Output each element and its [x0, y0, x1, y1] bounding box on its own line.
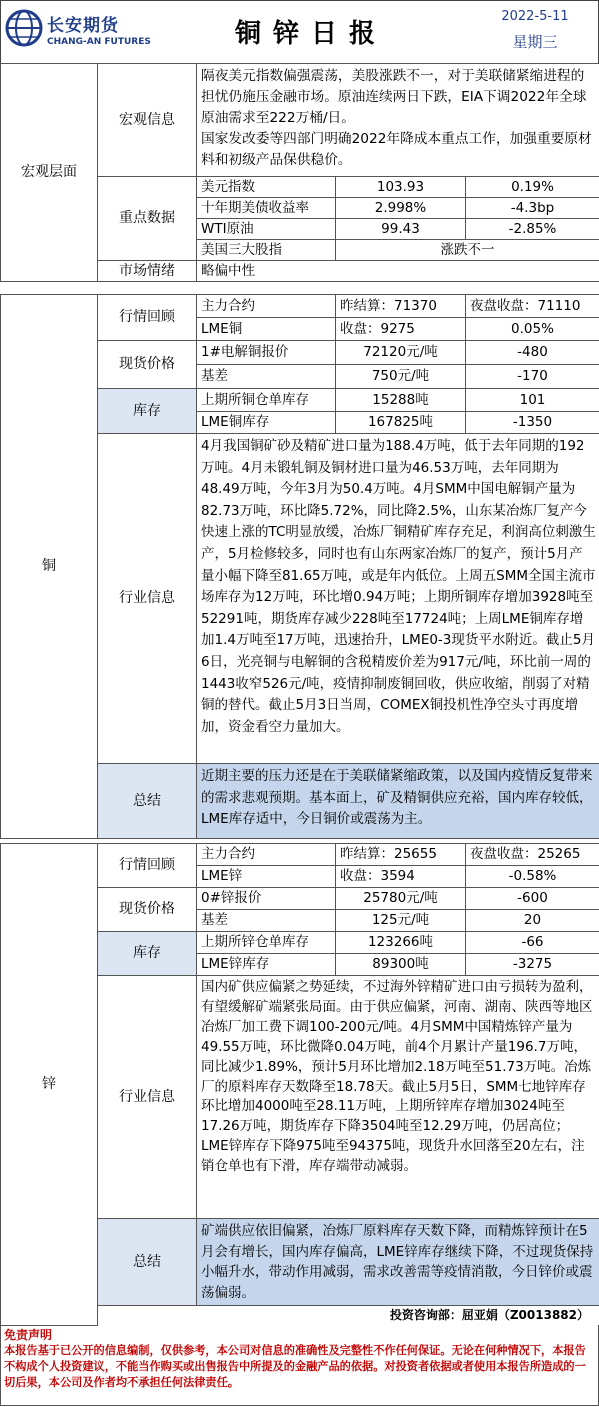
- night-close: 夜盘收盘：71110: [466, 295, 599, 318]
- market-sentiment-label: 市场情绪: [98, 261, 197, 282]
- company-logo: [3, 5, 153, 59]
- report-header: [0, 0, 599, 64]
- lme-stock-name: LME铜库存: [197, 412, 336, 434]
- zinc-spot-label: 现货价格: [98, 888, 197, 932]
- logo-english-name: CHANG-AN FUTURES: [47, 37, 151, 47]
- report-weekday: 星期三: [512, 33, 558, 51]
- copper-table: [0, 294, 599, 839]
- zinc-summary-text: 矿端供应依旧偏紧，冶炼厂原料库存天数下降，而精炼锌预计在5月会有增长，国内库存偏高，LME锌库存继续下降，不过现货保持小幅升水，带动作用减弱，需求改善需等疫情消散，今日锌价或震荡偏弱。: [197, 1219, 599, 1306]
- section-macro: 宏观层面: [1, 64, 98, 282]
- globe-logo-icon: [5, 9, 43, 47]
- lme-zinc-close: 收盘：3594: [336, 866, 466, 888]
- key-data-name: 美国三大股指: [197, 240, 336, 261]
- lme-stock-change: -1350: [466, 412, 599, 434]
- section-zinc: 锌: [1, 844, 98, 1326]
- copper-industry-text: 4月我国铜矿砂及精矿进口量为188.4万吨，低于去年同期的192万吨。4月未锻轧铜及铜材进口量为46.53万吨，去年同期为48.49万吨，今年3月为50.4万吨。4月SMM中国电解铜产量为82.73万吨，环比降5.72%，同比降2.5%，山东某冶炼厂复产今快速上涨的TC明显放缓，冶炼厂铜精矿库存充足，利润高位刺激生产，5月检修较多，同时也有山东两家冶炼厂的复产，预计5月产量小幅下降至81.65万吨，或是年内低位。上周五SMM全国主流市场库存为12万吨，环比增0.94万吨；上期所铜库存增加3928吨至52291吨，期货库存减少228吨至17724吨；上周LME铜库存增加1.4万吨至17万吨，迅速抬升，LME0-3现货平水附近。截止5月6日，光亮铜与电解铜的含税精废价差为917元/吨，环比前一周的1443收窄526元/吨，疫情抑制废铜回收，供应收缩，削弱了对精铜的替代。截止5月3日当周，COMEX铜投机性净空头寸再度增加，资金看空力量加大。: [197, 434, 599, 764]
- shfe-stock-value: 15288吨: [336, 389, 466, 412]
- lme-stock-value: 89300吨: [336, 954, 466, 976]
- shfe-stock-change: -66: [466, 932, 599, 954]
- copper-review-label: 行情回顾: [98, 295, 197, 341]
- shfe-stock-change: 101: [466, 389, 599, 412]
- spot-change: -480: [466, 341, 599, 365]
- key-data-label: 重点数据: [98, 177, 197, 261]
- spot-value: 25780元/吨: [336, 888, 466, 910]
- main-contract-label: 主力合约: [197, 844, 336, 866]
- key-data-change: -4.3bp: [466, 198, 599, 219]
- lme-zinc-change: -0.58%: [466, 866, 599, 888]
- key-data-value: 99.43: [336, 219, 466, 240]
- disclaimer-title: 免责声明: [4, 1328, 53, 1342]
- lme-copper-name: LME铜: [197, 318, 336, 341]
- zinc-industry-text: 国内矿供应偏紧之势延续，不过海外锌精矿进口由亏损转为盈利，有望缓解矿端紧张局面。由于供应偏紧，河南、湖南、陕西等地区冶炼厂加工费下调100-200元/吨。4月SMM中国精炼锌产量为49.55万吨，环比微降0.04万吨，前4个月累计产量196.7万吨，同比减少1.89%，预计5月环比增加2.18万吨至51.73万吨。冶炼厂的原料库存天数降至18.78天。截止5月5日，SMM七地锌库存环比增加4000吨至28.11万吨，上期所锌库存增加3024吨至17.26万吨，期货库存下降3504吨至12.29万吨，仍居高位；LME锌库存下降975吨至94375吨，现货升水回落至20左右，注销仓单也有下滑，库存端带动减弱。: [197, 976, 599, 1219]
- basis-name: 基差: [197, 365, 336, 389]
- copper-industry-label: 行业信息: [98, 434, 197, 764]
- market-sentiment-value: 略偏中性: [197, 261, 599, 282]
- copper-summary-text: 近期主要的压力还是在于美联储紧缩政策，以及国内疫情反复带来的需求悲观预期。基本面上，矿及精铜供应充裕，国内库存较低，LME库存适中，今日铜价或震荡为主。: [197, 764, 599, 839]
- macro-table: [0, 63, 599, 282]
- key-data-value: 103.93: [336, 177, 466, 198]
- key-data-change: -2.85%: [466, 219, 599, 240]
- copper-stock-label: 库存: [98, 389, 197, 434]
- lme-stock-name: LME锌库存: [197, 954, 336, 976]
- key-data-value: 2.998%: [336, 198, 466, 219]
- basis-value: 125元/吨: [336, 910, 466, 932]
- lme-zinc-name: LME锌: [197, 866, 336, 888]
- shfe-stock-value: 123266吨: [336, 932, 466, 954]
- prev-settle: 昨结算：25655: [336, 844, 466, 866]
- consultant-info: 投资咨询部：屈亚娟（Z0013882）: [98, 1306, 599, 1326]
- prev-settle: 昨结算：71370: [336, 295, 466, 318]
- zinc-table: [0, 843, 599, 1326]
- lme-copper-close: 收盘：9275: [336, 318, 466, 341]
- spot-name: 0#锌报价: [197, 888, 336, 910]
- report-title: 铜锌日报: [234, 19, 387, 49]
- copper-summary-label: 总结: [98, 764, 197, 839]
- spot-name: 1#电解铜报价: [197, 341, 336, 365]
- basis-change: -170: [466, 365, 599, 389]
- macro-info-label: 宏观信息: [98, 64, 197, 177]
- shfe-stock-name: 上期所锌仓单库存: [197, 932, 336, 954]
- report-date: 2022-5-11: [501, 9, 569, 24]
- zinc-summary-label: 总结: [98, 1219, 197, 1306]
- basis-name: 基差: [197, 910, 336, 932]
- shfe-stock-name: 上期所铜仓单库存: [197, 389, 336, 412]
- lme-stock-change: -3275: [466, 954, 599, 976]
- copper-spot-label: 现货价格: [98, 341, 197, 389]
- key-data-name: 十年期美债收益率: [197, 198, 336, 219]
- section-copper: 铜: [1, 295, 98, 839]
- lme-copper-change: 0.05%: [466, 318, 599, 341]
- zinc-stock-label: 库存: [98, 932, 197, 976]
- disclaimer: [0, 1325, 599, 1406]
- key-data-value: 涨跌不一: [336, 240, 599, 261]
- basis-change: 20: [466, 910, 599, 932]
- key-data-change: 0.19%: [466, 177, 599, 198]
- zinc-review-label: 行情回顾: [98, 844, 197, 888]
- main-contract-label: 主力合约: [197, 295, 336, 318]
- logo-chinese-name: 长安期货: [47, 16, 119, 36]
- zinc-industry-label: 行业信息: [98, 976, 197, 1219]
- spot-value: 72120元/吨: [336, 341, 466, 365]
- lme-stock-value: 167825吨: [336, 412, 466, 434]
- key-data-name: 美元指数: [197, 177, 336, 198]
- disclaimer-text: 本报告基于已公开的信息编制，仅供参考，本公司对信息的准确性及完整性不作任何保证。无论在何种情况下，本报告不构成个人投资建议，不能当作购买或出售报告中所提及的金融产品的依据。对投资者依据或者使用本报告所造成的一切后果，本公司及作者均不承担任何法律责任。: [4, 1344, 586, 1389]
- key-data-name: WTI原油: [197, 219, 336, 240]
- basis-value: 750元/吨: [336, 365, 466, 389]
- macro-info-text: 隔夜美元指数偏强震荡，美股涨跌不一，对于美联储紧缩进程的担忧仍施压金融市场。原油连续两日下跌，EIA下调2022年全球原油需求至222万桶/日。 国家发改委等四部门明确2022年降成本重点工作，加强重要原材料和初级产品保供稳价。: [197, 64, 599, 177]
- spot-change: -600: [466, 888, 599, 910]
- night-close: 夜盘收盘：25265: [466, 844, 599, 866]
